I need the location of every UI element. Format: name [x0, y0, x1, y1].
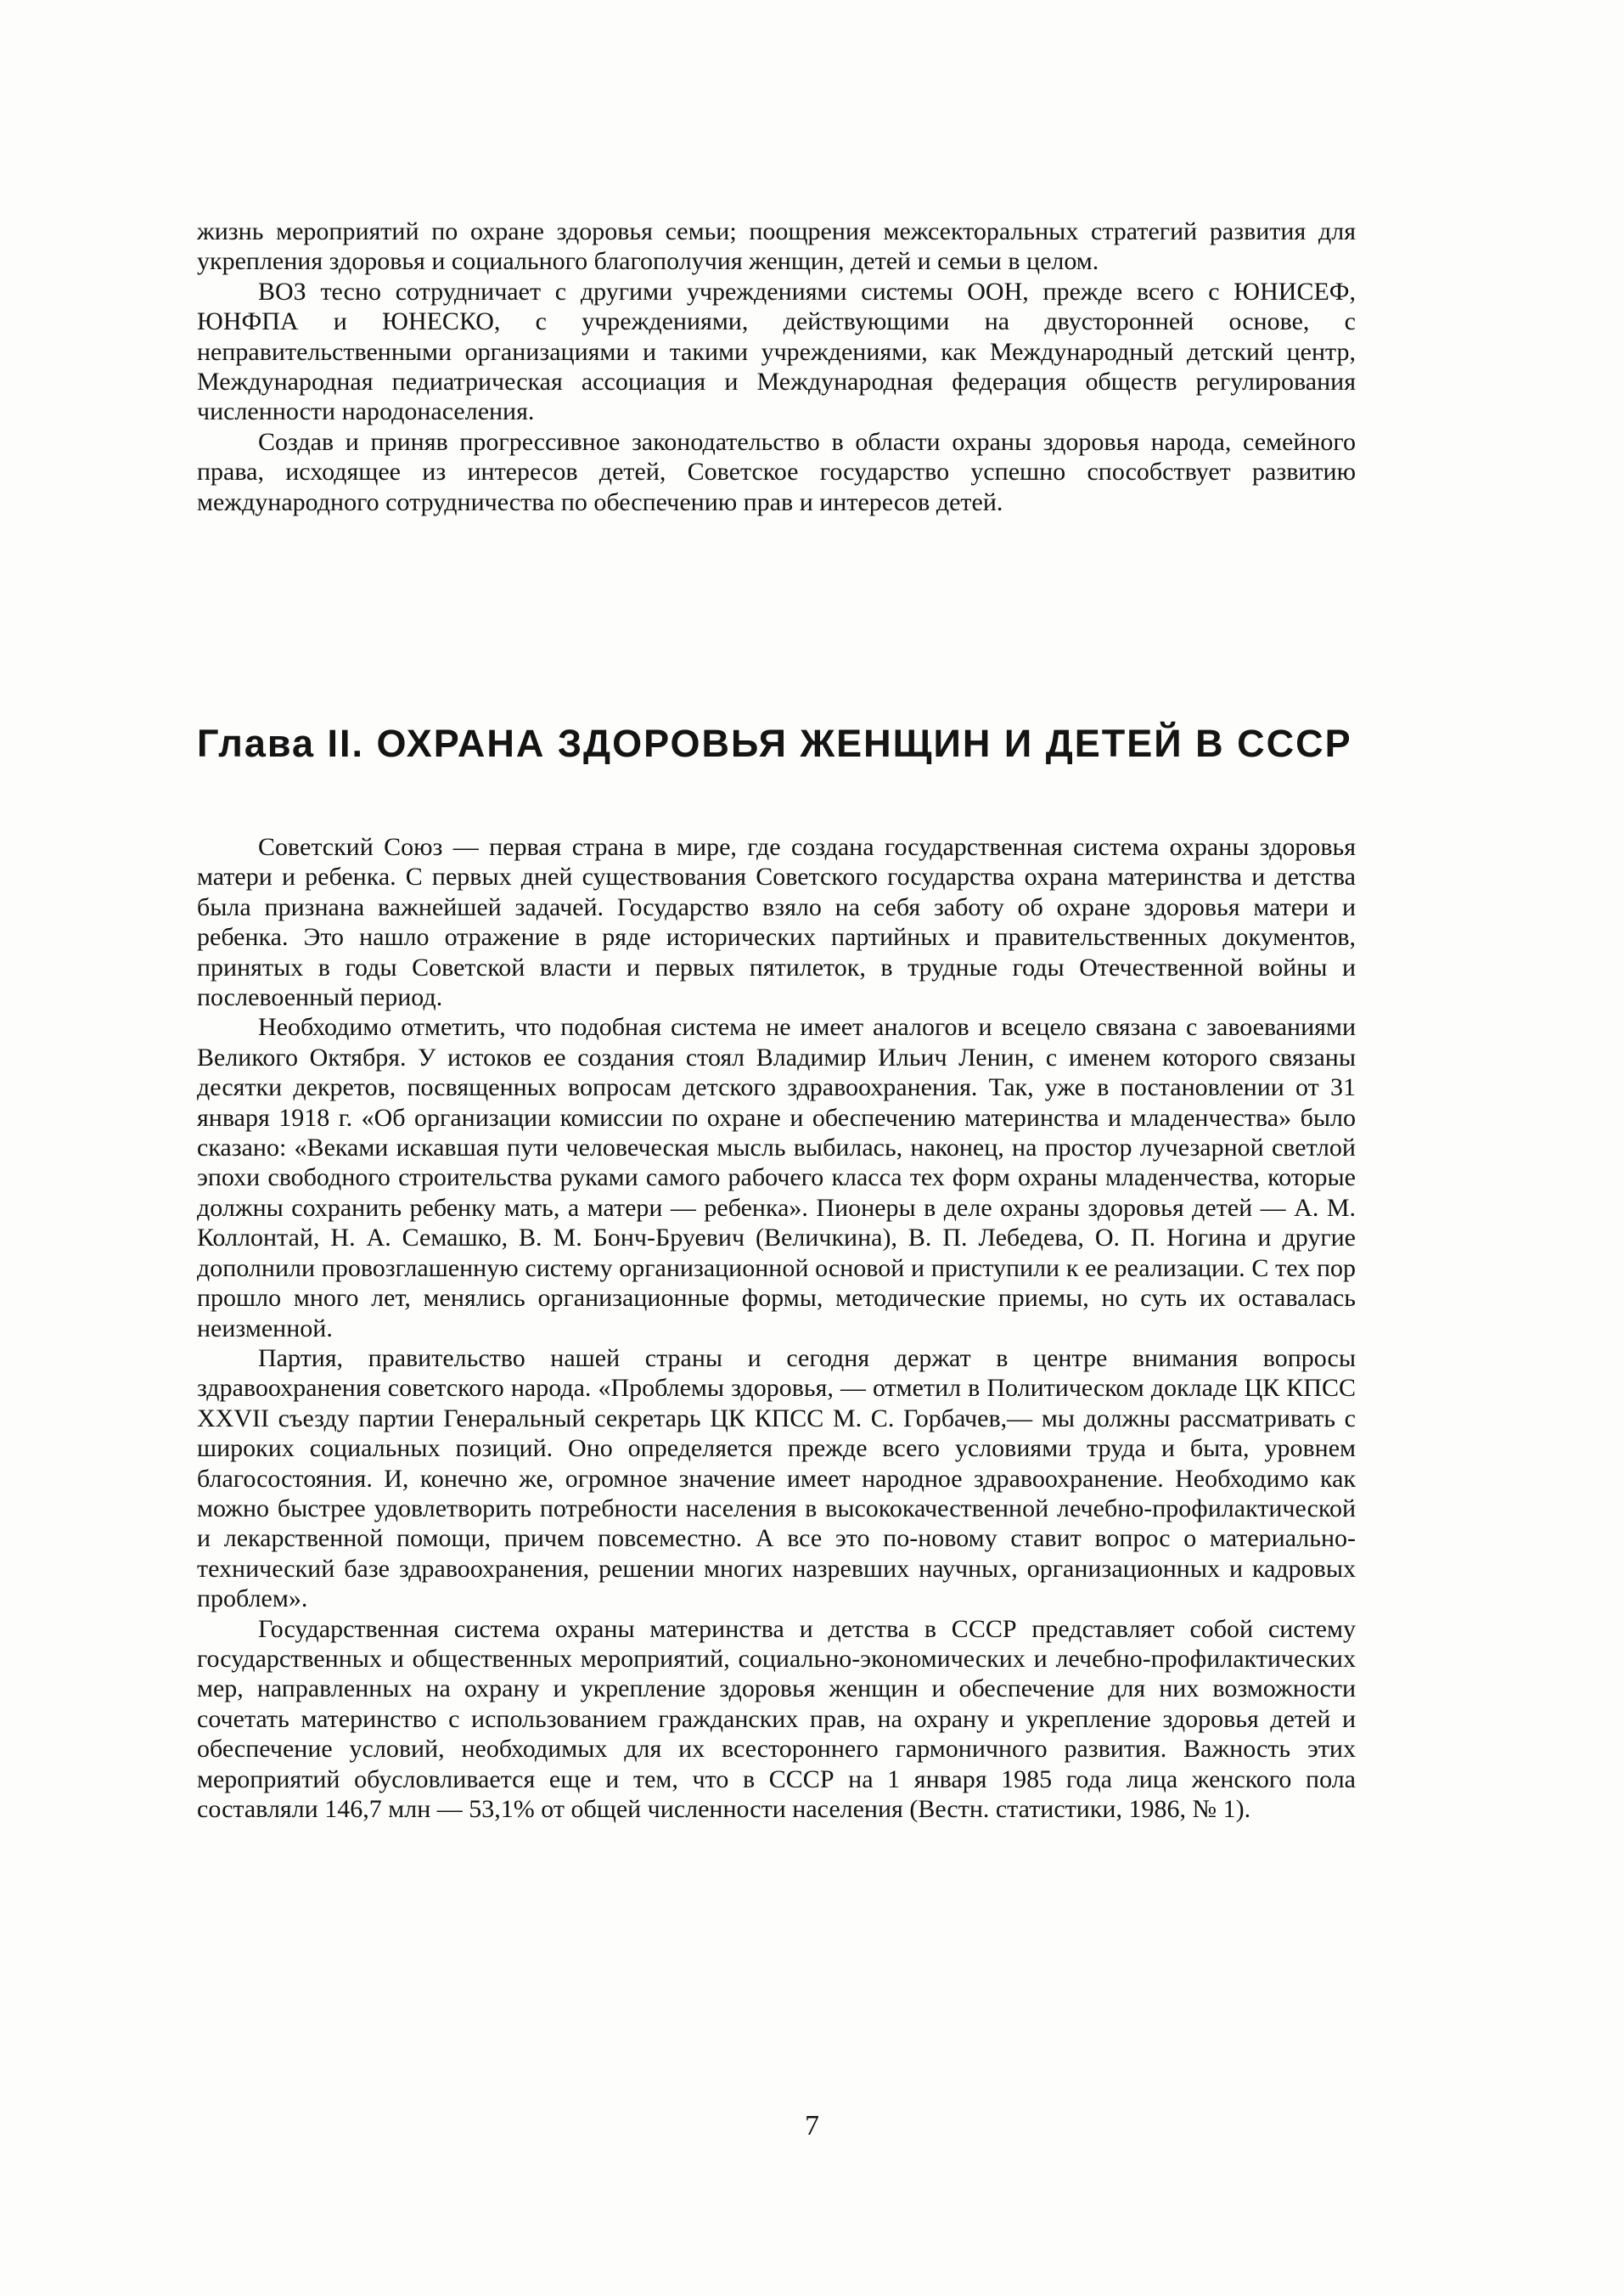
- paragraph-who-cooperation: ВОЗ тесно сотрудничает с другими учреждениями системы ООН, прежде всего с ЮНИСЕФ, ЮНФПА и ЮНЕСКО, с учреждениями, действующими на двусторонней основе, с неправительственными организациями и такими учреждениями, как Международный детский центр, Международная педиатрическая ассоциация и Международная федерация обществ регулирования численности народонаселения.: [197, 277, 1356, 426]
- page-number: 7: [805, 2110, 819, 2141]
- paragraph-first-country: Советский Союз — первая страна в мире, где создана государственная система охраны здоровья матери и ребенка. С первых дней существования Советского государства охрана материнства и детства была признана важнейшей задачей. Государство взяло на себя заботу об охране здоровья матери и ребенка. Это нашло отражение в ряде исторических партийных и правительственных документов, принятых в годы Советской власти и первых пятилеток, в трудные годы Отечественной войны и послевоенный период.: [197, 833, 1356, 1012]
- paragraph-party-health: Партия, правительство нашей страны и сегодня держат в центре внимания вопросы здравоохранения советского народа. «Проблемы здоровья, — отметил в Политическом докладе ЦК КПСС XXVII съезду партии Генеральный секретарь ЦК КПСС М. С. Горбачев,— мы должны рассматривать с широких социальных позиций. Оно определяется прежде всего условиями труда и быта, уровнем благосостояния. И, конечно же, огромное значение имеет народное здравоохранение. Необходимо как можно быстрее удовлетворить потребности населения в высококачественной лечебно-профилактической и лекарственной помощи, причем повсеместно. А все это по-новому ставит вопрос о материально-технический базе здравоохранения, решении многих назревших научных, организационных и кадровых проблем».: [197, 1343, 1356, 1613]
- paragraph-lenin-decrees: Необходимо отметить, что подобная система не имеет аналогов и всецело связана с завоеваниями Великого Октября. У истоков ее создания стоял Владимир Ильич Ленин, с именем которого связаны десятки декретов, посвященных вопросам детского здравоохранения. Так, уже в постановлении от 31 января 1918 г. «Об организации комиссии по охране и обеспечению материнства и младенчества» было сказано: «Веками искавшая пути человеческая мысль выбилась, наконец, на простор лучезарной светлой эпохи свободного строительства руками самого рабочего класса тех форм охраны младенчества, которые должны сохранить ребенку мать, а матери — ребенка». Пионеры в деле охраны здоровья детей — А. М. Коллонтай, Н. А. Семашко, В. М. Бонч-Бруевич (Величкина), В. П. Лебедева, О. П. Ногина и другие дополнили провозглашенную систему организационной основой и приступили к ее реализации. С тех пор прошло много лет, менялись организационные формы, методические приемы, но суть их оставалась неизменной.: [197, 1013, 1356, 1342]
- intro-text-block: [197, 217, 1356, 517]
- chapter-title: Глава II. ОХРАНА ЗДОРОВЬЯ ЖЕНЩИН И ДЕТЕЙ В СССР: [197, 722, 1352, 765]
- chapter-text-block: [197, 832, 1356, 1824]
- paragraph-continuation: жизнь мероприятий по охране здоровья семьи; поощрения межсекторальных стратегий развития для укрепления здоровья и социального благополучия женщин, детей и семьи в целом.: [197, 217, 1356, 276]
- paragraph-soviet-legislation: Создав и приняв прогрессивное законодательство в области охраны здоровья народа, семейного права, исходящее из интересов детей, Советское государство успешно способствует развитию международного сотрудничества по обеспечению прав и интересов детей.: [197, 427, 1356, 516]
- paragraph-state-system: Государственная система охраны материнства и детства в СССР представляет собой систему государственных и общественных мероприятий, социально-экономических и лечебно-профилактических мер, направленных на охрану и укрепление здоровья женщин и обеспечение для них возможности сочетать материнство с использованием гражданских прав, на охрану и укрепление здоровья детей и обеспечение условий, необходимых для их всестороннего гармоничного развития. Важность этих мероприятий обусловливается еще и тем, что в СССР на 1 января 1985 года лица женского пола составляли 146,7 млн — 53,1% от общей численности населения (Вестн. статистики, 1986, № 1).: [197, 1614, 1356, 1823]
